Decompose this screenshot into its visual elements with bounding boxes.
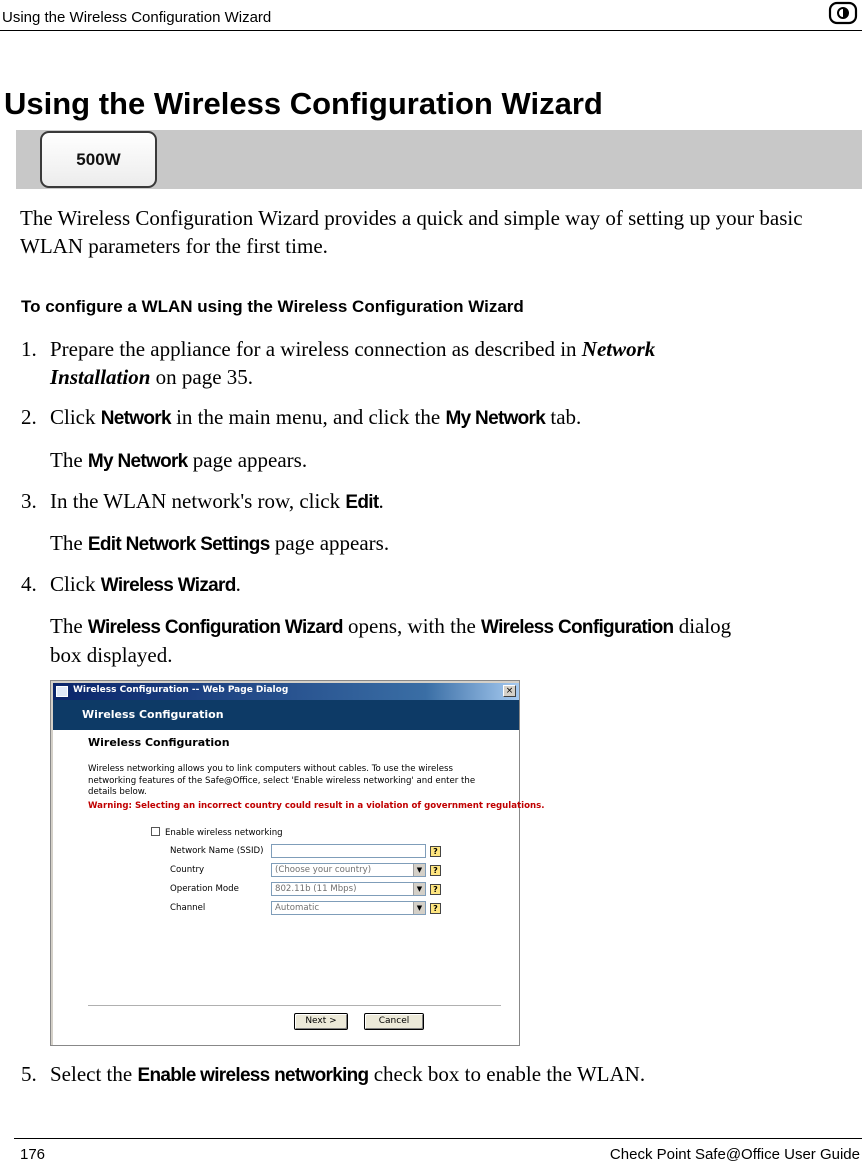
dialog-separator [88, 1005, 501, 1006]
page-title: Using the Wireless Configuration Wizard [4, 86, 603, 121]
chevron-down-icon[interactable]: ▼ [413, 864, 425, 876]
step-number: 2. [21, 405, 37, 429]
step-1 [0, 335, 862, 395]
next-button[interactable]: Next > [294, 1013, 348, 1030]
ui-term: Edit [345, 492, 379, 513]
step-number: 3. [21, 489, 37, 513]
page-number: 176 [20, 1146, 46, 1163]
ui-term: Enable wireless networking [137, 1065, 369, 1086]
step-number: 1. [21, 337, 37, 361]
ui-term: My Network [87, 451, 188, 472]
ssid-input[interactable] [271, 844, 426, 858]
guide-title: Check Point Safe@Office User Guide [609, 1146, 860, 1163]
enable-wireless-label: Enable wireless networking [165, 828, 283, 838]
country-label: Country [170, 865, 205, 875]
procedure-title: To configure a WLAN using the Wireless Configuration Wizard [21, 297, 524, 316]
enable-wireless-checkbox-row[interactable] [151, 827, 283, 838]
step-text: Click Network in the main menu, and click the My Network tab. [50, 405, 582, 429]
help-icon[interactable]: ? [430, 846, 441, 857]
step-text: In the WLAN network's row, click Edit. [50, 489, 384, 513]
operation-mode-select[interactable]: 802.11b (11 Mbps) ▼ [271, 882, 426, 896]
chevron-down-icon[interactable]: ▼ [413, 883, 425, 895]
checkpoint-logo-icon [828, 0, 858, 26]
wireless-configuration-dialog [50, 680, 545, 1046]
cross-reference[interactable]: Network [581, 337, 656, 361]
running-header-title: Using the Wireless Configuration Wizard [2, 9, 272, 26]
step-number: 5. [21, 1062, 37, 1086]
channel-select[interactable]: Automatic ▼ [271, 901, 426, 915]
step-3-result: The Edit Network Settings page appears. [50, 531, 390, 555]
help-icon[interactable]: ? [430, 865, 441, 876]
chevron-down-icon[interactable]: ▼ [413, 902, 425, 914]
ui-term: Edit Network Settings [87, 534, 270, 555]
close-button[interactable]: × [503, 685, 516, 697]
enable-wireless-checkbox[interactable] [151, 827, 160, 836]
header-rule [0, 30, 862, 31]
step-4-result-line2: box displayed. [50, 643, 173, 667]
dialog-section-title: Wireless Configuration [88, 736, 230, 749]
ui-term: Wireless Configuration [481, 617, 674, 638]
operation-mode-label: Operation Mode [170, 884, 239, 894]
step-text: Prepare the appliance for a wireless connection as described in Network [50, 337, 656, 361]
step-text: Select the Enable wireless networking check box to enable the WLAN. [50, 1062, 646, 1086]
dialog-banner-title: Wireless Configuration [82, 708, 224, 721]
dialog-description: Wireless networking allows you to link computers without cables. To use the wireless networking features of the Safe@Office, select 'Enable wireless networking' and enter the details below. [88, 764, 476, 797]
help-icon[interactable]: ? [430, 903, 441, 914]
dialog-titlebar [53, 683, 519, 700]
ui-term: Network [100, 408, 171, 429]
step-2-result: The My Network page appears. [50, 448, 308, 472]
model-band [16, 130, 862, 189]
intro-paragraph: The Wireless Configuration Wizard provides a quick and simple way of setting up your basic WLAN parameters for the first time. [20, 206, 803, 258]
ssid-label: Network Name (SSID) [170, 846, 264, 856]
model-badge [40, 131, 157, 188]
help-icon[interactable]: ? [430, 884, 441, 895]
footer-rule [14, 1138, 862, 1139]
dialog-banner [53, 700, 519, 730]
step-text: Click Wireless Wizard. [50, 572, 241, 596]
channel-label: Channel [170, 903, 206, 913]
step-4-result: The Wireless Configuration Wizard opens, with the Wireless Configuration dialog [50, 614, 732, 638]
ui-term: Wireless Configuration Wizard [87, 617, 343, 638]
dialog-window-title: Wireless Configuration -- Web Page Dialog [73, 685, 289, 695]
dialog-body [53, 700, 545, 1045]
ie-window-icon [56, 686, 68, 697]
step-text-line2: Installation on page 35. [50, 365, 254, 389]
cross-reference[interactable]: Installation [50, 365, 151, 389]
dialog-warning: Warning: Selecting an incorrect country could result in a violation of government regulations. [88, 801, 545, 811]
ui-term: Wireless Wizard [100, 575, 236, 596]
model-badge-label: 500W [76, 149, 121, 169]
ui-term: My Network [445, 408, 546, 429]
step-number: 4. [21, 572, 37, 596]
cancel-button[interactable]: Cancel [364, 1013, 424, 1030]
country-select[interactable]: (Choose your country) ▼ [271, 863, 426, 877]
